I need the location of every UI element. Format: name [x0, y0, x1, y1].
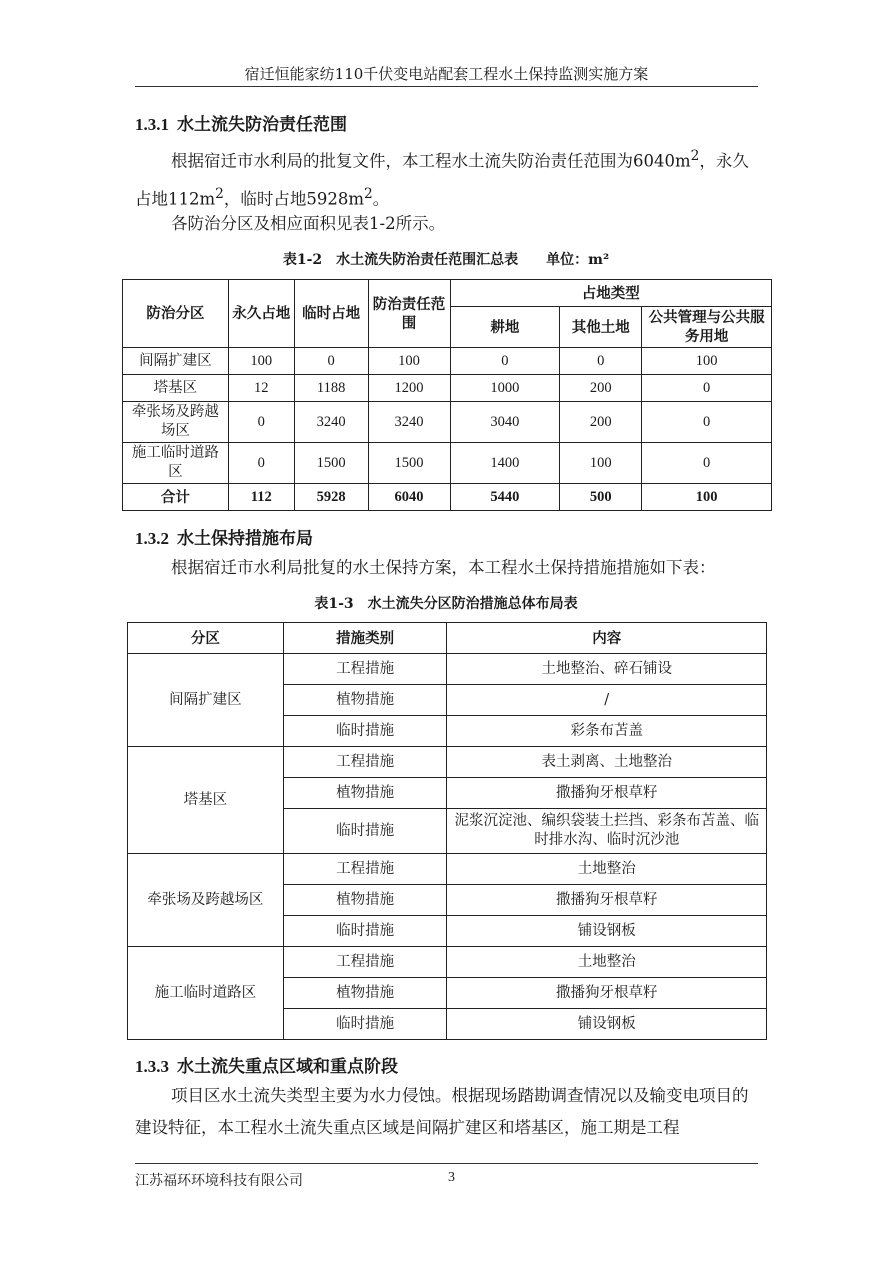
- section-1-3-3-title: [135, 1052, 398, 1077]
- table-row: [123, 348, 772, 375]
- col-header: 防治责任范围: [368, 280, 450, 348]
- cell: 100: [368, 348, 450, 375]
- cell: 临时措施: [283, 716, 447, 747]
- text-run: ，临时占地5928m: [223, 189, 365, 208]
- cell: 112: [228, 484, 294, 511]
- cell: 0: [450, 348, 560, 375]
- table-row: [123, 443, 772, 484]
- cell: 临时措施: [283, 1009, 447, 1040]
- footer-company: 江苏福环环境科技有限公司: [135, 1173, 303, 1189]
- cell: 100: [642, 348, 772, 375]
- section-1-3-2-title: [135, 524, 313, 549]
- superscript: 2: [690, 148, 700, 164]
- cell: 间隔扩建区: [123, 348, 229, 375]
- col-header: 防治分区: [123, 280, 229, 348]
- cell: 0: [228, 443, 294, 484]
- paragraph: [135, 140, 759, 215]
- cell: 彩条布苫盖: [447, 716, 767, 747]
- cell: 塔基区: [123, 375, 229, 402]
- cell: 1188: [294, 375, 368, 402]
- cell: /: [447, 685, 767, 716]
- cell: 牵张场及跨越场区: [123, 402, 229, 443]
- cell: 施工临时道路区: [123, 443, 229, 484]
- page-header: 宿迁恒能家纺110千伏变电站配套工程水土保持监测实施方案: [135, 64, 758, 87]
- col-header: 措施类别: [283, 623, 447, 654]
- table-row: [123, 375, 772, 402]
- page-number: 3: [448, 1170, 455, 1185]
- table-1-3: [127, 622, 767, 1040]
- col-header: 分区: [128, 623, 284, 654]
- cell: 植物措施: [283, 978, 447, 1009]
- col-header: 永久占地: [228, 280, 294, 348]
- cell: 植物措施: [283, 885, 447, 916]
- cell: 撒播狗牙根草籽: [447, 778, 767, 809]
- cell: 1500: [294, 443, 368, 484]
- table-total-row: [123, 484, 772, 511]
- col-header: 耕地: [450, 307, 560, 348]
- cell: 0: [642, 443, 772, 484]
- cell: 泥浆沉淀池、编织袋装土拦挡、彩条布苫盖、临时排水沟、临时沉沙池: [447, 809, 767, 854]
- cell: 工程措施: [283, 947, 447, 978]
- cell: 工程措施: [283, 854, 447, 885]
- paragraph: 根据宿迁市水利局批复的水土保持方案，本工程水土保持措施措施如下表：: [171, 558, 716, 577]
- cell: 撒播狗牙根草籽: [447, 978, 767, 1009]
- cell: 100: [228, 348, 294, 375]
- col-header: 其他土地: [560, 307, 642, 348]
- section-number: 1.3.2: [135, 529, 169, 548]
- zone-cell: 塔基区: [128, 747, 284, 854]
- cell: 工程措施: [283, 654, 447, 685]
- cell: 临时措施: [283, 916, 447, 947]
- cell: 5928: [294, 484, 368, 511]
- cell: 500: [560, 484, 642, 511]
- cell: 1400: [450, 443, 560, 484]
- cell: 200: [560, 375, 642, 402]
- cell: 6040: [368, 484, 450, 511]
- text-run: ，永久占地112m: [135, 151, 749, 208]
- table-row: [128, 747, 767, 778]
- section-title-text: 水土流失防治责任范围: [177, 115, 347, 135]
- cell: 3240: [368, 402, 450, 443]
- cell: 0: [642, 402, 772, 443]
- superscript: 2: [364, 185, 373, 202]
- cell: 土地整治: [447, 947, 767, 978]
- section-title-text: 水土流失重点区域和重点阶段: [177, 1057, 398, 1077]
- table-row: [123, 402, 772, 443]
- cell: 12: [228, 375, 294, 402]
- section-number: 1.3.3: [135, 1057, 169, 1076]
- section-number: 1.3.1: [135, 115, 169, 134]
- table-1-3-caption: 表1-3 水土流失分区防治措施总体布局表: [314, 596, 578, 612]
- table-1-2: [122, 279, 772, 511]
- col-header: 临时占地: [294, 280, 368, 348]
- table-1-2-caption: 表1-2 水土流失防治责任范围汇总表 单位：m²: [282, 252, 610, 268]
- cell: 土地整治、碎石铺设: [447, 654, 767, 685]
- table-row: [128, 854, 767, 885]
- cell: 临时措施: [283, 809, 447, 854]
- superscript: 2: [215, 185, 224, 202]
- cell: 5440: [450, 484, 560, 511]
- cell: 1500: [368, 443, 450, 484]
- section-title-text: 水土保持措施布局: [177, 529, 313, 549]
- col-header: 占地类型: [450, 280, 772, 307]
- cell: 3240: [294, 402, 368, 443]
- cell: 3040: [450, 402, 560, 443]
- text-run: 。: [372, 189, 390, 208]
- paragraph: 各防治分区及相应面积见表1-2所示。: [171, 214, 446, 233]
- col-header: 内容: [447, 623, 767, 654]
- cell: 0: [294, 348, 368, 375]
- zone-cell: 施工临时道路区: [128, 947, 284, 1040]
- zone-cell: 牵张场及跨越场区: [128, 854, 284, 947]
- paragraph: 项目区水土流失类型主要为水力侵蚀。根据现场踏勘调查情况以及输变电项目的建设特征，本工程水土流失重点区域是间隔扩建区和塔基区，施工期是工程: [135, 1086, 749, 1137]
- cell: 200: [560, 402, 642, 443]
- page-footer: [135, 1163, 758, 1189]
- table-row: [128, 947, 767, 978]
- cell: 工程措施: [283, 747, 447, 778]
- cell: 撒播狗牙根草籽: [447, 885, 767, 916]
- cell: 1200: [368, 375, 450, 402]
- section-1-3-1-title: [135, 110, 347, 135]
- table-row: [128, 654, 767, 685]
- cell: 0: [560, 348, 642, 375]
- cell: 100: [642, 484, 772, 511]
- cell: 土地整治: [447, 854, 767, 885]
- zone-cell: 间隔扩建区: [128, 654, 284, 747]
- col-header: 公共管理与公共服务用地: [642, 307, 772, 348]
- text-run: 根据宿迁市水利局的批复文件，本工程水土流失防治责任范围为6040m: [171, 151, 691, 171]
- cell: 1000: [450, 375, 560, 402]
- cell: 表土剥离、土地整治: [447, 747, 767, 778]
- cell: 铺设钢板: [447, 1009, 767, 1040]
- cell: 植物措施: [283, 778, 447, 809]
- cell: 100: [560, 443, 642, 484]
- cell: 铺设钢板: [447, 916, 767, 947]
- cell: 合计: [123, 484, 229, 511]
- cell: 0: [642, 375, 772, 402]
- cell: 植物措施: [283, 685, 447, 716]
- cell: 0: [228, 402, 294, 443]
